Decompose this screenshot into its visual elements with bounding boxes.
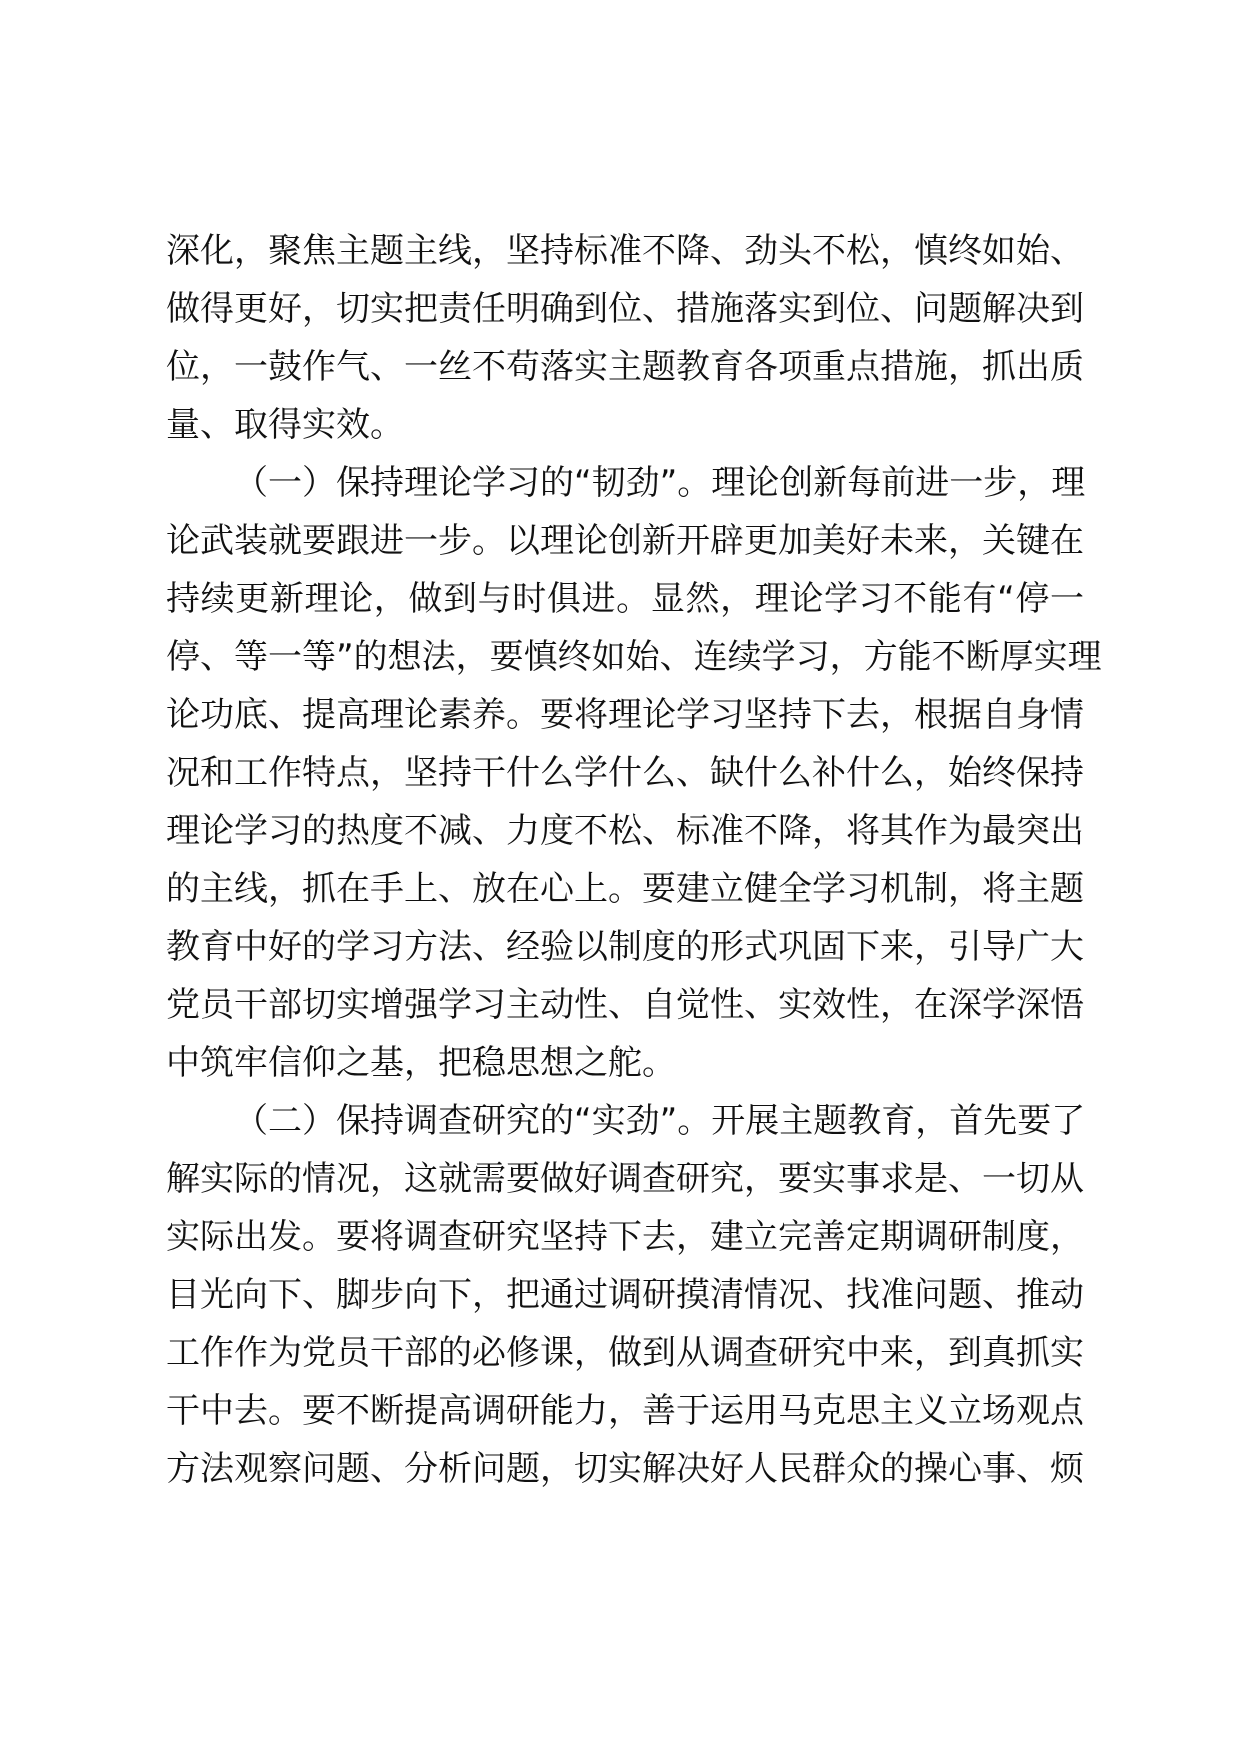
text-line: 停、等一等”的想法，要慎终如始、连续学习，方能不断厚实理 (166, 637, 1102, 677)
text-line: 深化，聚焦主题主线，坚持标准不降、劲头不松，慎终如始、 (166, 231, 1084, 271)
text-line: 工作作为党员干部的必修课，做到从调查研究中来，到真抓实 (166, 1333, 1084, 1373)
text-line: 教育中好的学习方法、经验以制度的形式巩固下来，引导广大 (166, 927, 1084, 967)
text-line: 解实际的情况，这就需要做好调查研究，要实事求是、一切从 (166, 1159, 1084, 1199)
text-line: 持续更新理论，做到与时俱进。显然，理论学习不能有“停一 (166, 579, 1084, 619)
text-line: 论功底、提高理论素养。要将理论学习坚持下去，根据自身情 (166, 695, 1084, 735)
paragraph-theory-study (166, 454, 1102, 1092)
text-line: 目光向下、脚步向下，把通过调研摸清情况、找准问题、推动 (166, 1275, 1084, 1315)
text-line: 论武装就要跟进一步。以理论创新开辟更加美好未来，关键在 (166, 521, 1084, 561)
paragraph-investigation-research (166, 1092, 1084, 1498)
paragraph-continuation (166, 222, 1084, 454)
text-line: 实际出发。要将调查研究坚持下去，建立完善定期调研制度， (166, 1217, 1084, 1257)
text-line: 况和工作特点，坚持干什么学什么、缺什么补什么，始终保持 (166, 753, 1084, 793)
text-line: 理论学习的热度不减、力度不松、标准不降，将其作为最突出 (166, 811, 1084, 851)
text-line: 干中去。要不断提高调研能力，善于运用马克思主义立场观点 (166, 1391, 1084, 1431)
text-line: 做得更好，切实把责任明确到位、措施落实到位、问题解决到 (166, 289, 1084, 329)
text-line: 中筑牢信仰之基，把稳思想之舵。 (166, 1043, 676, 1083)
text-line: 量、取得实效。 (166, 405, 404, 445)
document-body (166, 222, 1102, 1498)
text-line: 党员干部切实增强学习主动性、自觉性、实效性，在深学深悟 (166, 985, 1084, 1025)
text-line: 的主线，抓在手上、放在心上。要建立健全学习机制，将主题 (166, 869, 1084, 909)
text-line: 位，一鼓作气、一丝不苟落实主题教育各项重点措施，抓出质 (166, 347, 1084, 387)
text-line: （一）保持理论学习的“韧劲”。理论创新每前进一步，理 (234, 463, 1086, 503)
text-line: （二）保持调查研究的“实劲”。开展主题教育，首先要了 (234, 1101, 1086, 1141)
text-line: 方法观察问题、分析问题，切实解决好人民群众的操心事、烦 (166, 1449, 1084, 1489)
